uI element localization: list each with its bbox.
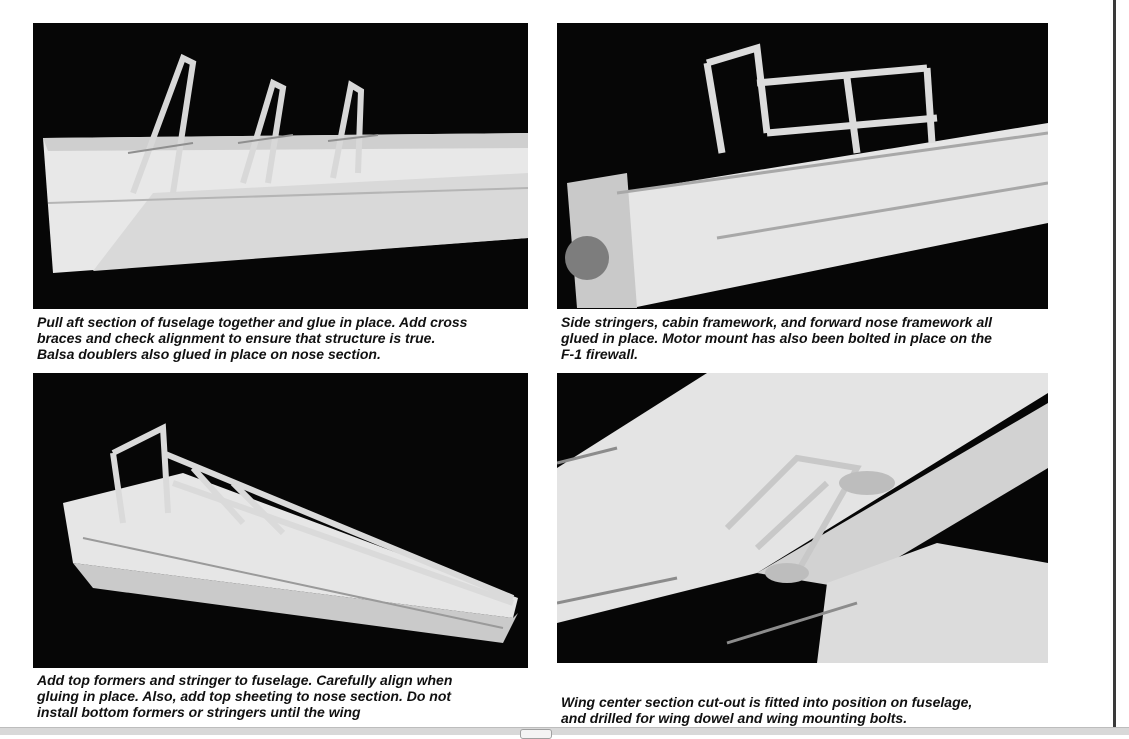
figure-caption-3 (37, 672, 527, 720)
figure-caption-4 (561, 694, 1051, 726)
caption-line: Balsa doublers also glued in place on nose section. (37, 346, 381, 362)
caption-line: and drilled for wing dowel and wing mounting bolts. (561, 710, 908, 726)
photo-fuselage-aft-section (33, 23, 528, 309)
figure-caption-2 (561, 314, 1051, 362)
page-navigation-button[interactable] (520, 729, 552, 739)
caption-line: braces and check alignment to ensure that structure is true. (37, 330, 436, 346)
photo-cabin-framework (557, 23, 1048, 309)
caption-line: Pull aft section of fuselage together and glue in place. Add cross (37, 314, 468, 330)
caption-line: gluing in place. Also, add top sheeting to nose section. Do not (37, 688, 452, 704)
window-margin (1116, 0, 1129, 734)
caption-line: Wing center section cut-out is fitted into position on fuselage, (561, 694, 973, 710)
caption-line: install bottom formers or stringers until the wing (37, 704, 361, 720)
caption-line: Side stringers, cabin framework, and forward nose framework all (561, 314, 993, 330)
photo-top-formers (33, 373, 528, 668)
caption-line: F-1 firewall. (561, 346, 639, 362)
caption-line: Add top formers and stringer to fuselage. Carefully align when (37, 672, 453, 688)
photo-wing-center-section (557, 373, 1048, 663)
figure-caption-1 (37, 314, 527, 362)
caption-line: glued in place. Motor mount has also been bolted in place on the (561, 330, 992, 346)
